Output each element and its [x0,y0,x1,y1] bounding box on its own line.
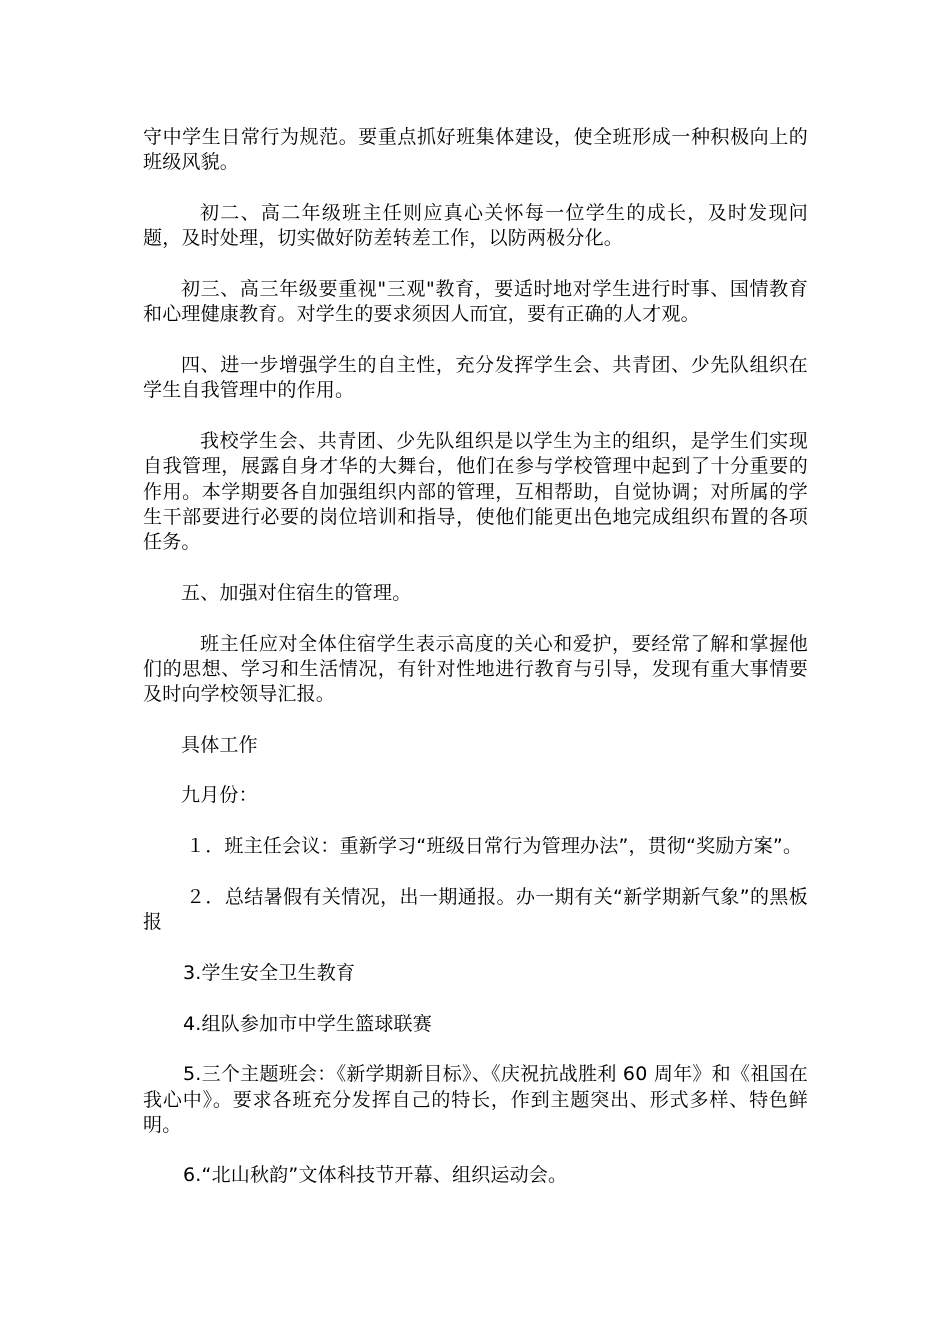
heading-september: 九月份： [181,784,258,807]
paragraph-continuation: 守中学生日常行为规范。要重点抓好班集体建设，使全班形成一种积极向上的班级风貌。 [143,126,808,174]
paragraph-grade3: 初三、高三年级要重视"三观"教育，要适时地对学生进行时事、国情教育和心理健康教育。对学生的要求须因人而宜，要有正确的人才观。 [143,277,808,326]
list-item-1: １．班主任会议：重新学习“班级日常行为管理办法”，贯彻“奖励方案”。 [186,835,803,858]
list-item-5: 5.三个主题班会：《新学期新目标》、《庆祝抗战胜利 60 周年》和《祖国在我心中》。要求各班充分发挥自己的特长，作到主题突出、形式多样、特色鲜明。 [143,1063,808,1136]
list-item-2: ２．总结暑假有关情况，出一期通报。办一期有关“新学期新气象”的黑板报 [143,885,808,934]
paragraph-grade2: 初二、高二年级班主任则应真心关怀每一位学生的成长，及时发现问题，及时处理，切实做好防差转差工作，以防两极分化。 [143,201,808,250]
paragraph-boarding: 班主任应对全体住宿学生表示高度的关心和爱护，要经常了解和掌握他们的思想、学习和生活情况，有针对性地进行教育与引导，发现有重大事情要及时向学校领导汇报。 [143,632,808,706]
list-item-3: 3.学生安全卫生教育 [183,961,356,984]
list-item-4: 4.组队参加市中学生篮球联赛 [183,1012,432,1035]
document-body [143,125,808,1214]
list-item-6: 6.“北山秋韵”文体科技节开幕、组织运动会。 [183,1164,568,1187]
section-heading-5: 五、加强对住宿生的管理。 [181,581,412,604]
section-heading-4: 四、进一步增强学生的自主性，充分发挥学生会、共青团、少先队组织在学生自我管理中的作用。 [143,353,808,402]
paragraph-student-union: 我校学生会、共青团、少先队组织是以学生为主的组织，是学生们实现自我管理，展露自身才华的大舞台，他们在参与学校管理中起到了十分重要的作用。本学期要各自加强组织内部的管理，互相帮助，自觉协调；对所属的学生干部要进行必要的岗位培训和指导，使他们能更出色地完成组织布置的各项任务。 [143,429,808,554]
heading-specific-work: 具体工作 [181,733,258,756]
